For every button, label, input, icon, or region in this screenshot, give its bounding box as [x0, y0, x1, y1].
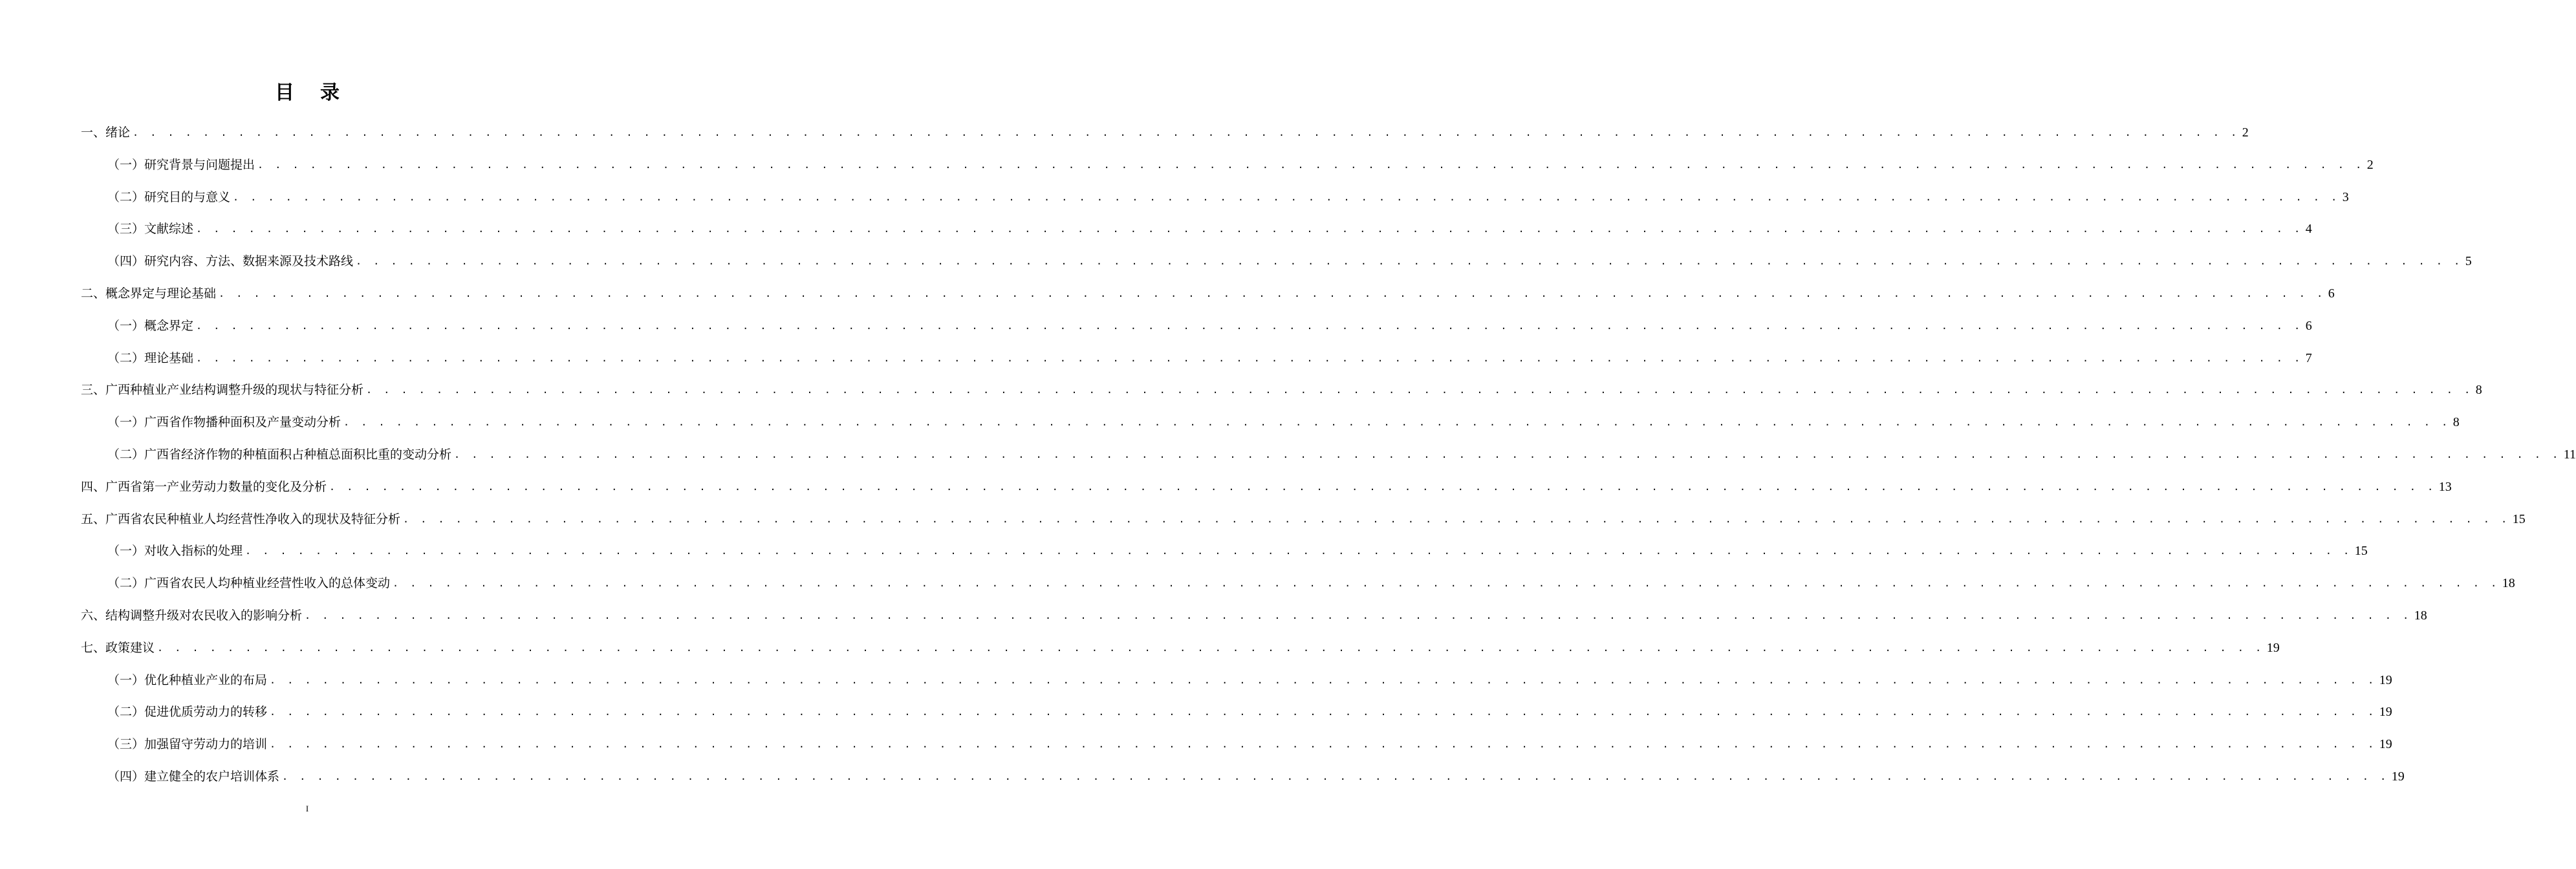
toc-leader-dots: . . . . . . . . . . . . . . . . . . . . . . . . . . . . . . . . . . . . . . . . . . . . . . . . . . . . . . . . . . . . . . . . . . . . . . . . . . . . . . . . . . . . . . . . . . . . . . . . . . . . . . . . . . . . . . . . . . . . . . . . [356, 255, 2463, 268]
toc-entry[interactable] [107, 252, 2472, 271]
toc-leader-dots: . . . . . . . . . . . . . . . . . . . . . . . . . . . . . . . . . . . . . . . . . . . . . . . . . . . . . . . . . . . . . . . . . . . . . . . . . . . . . . . . . . . . . . . . . . . . . . . . . . . . . . . . . . . . . . . . . . . . . . . . [282, 771, 2389, 782]
toc-entry[interactable] [107, 574, 2515, 593]
toc-entry-title: （二）研究目的与意义 [107, 189, 231, 204]
toc-entry-title: （三）文献综述 [107, 222, 194, 237]
toc-entry-title: （四）研究内容、方法、数据来源及技术路线 [107, 254, 354, 269]
toc-entry-page-number: 19 [2391, 769, 2405, 784]
toc-entry[interactable] [81, 284, 2335, 303]
toc-entry-title: 二、概念界定与理论基础 [81, 286, 217, 301]
toc-entry-title: 六、结构调整升级对农民收入的影响分析 [81, 608, 303, 623]
toc-entry-page-number: 2 [2242, 125, 2249, 140]
toc-leader-dots: . . . . . . . . . . . . . . . . . . . . . . . . . . . . . . . . . . . . . . . . . . . . . . . . . . . . . . . . . . . . . . . . . . . . . . . . . . . . . . . . . . . . . . . . . . . . . . . . . . . . . . . . . . . . . . . . . . . . . . . . [196, 319, 2303, 332]
toc-leader-dots: . . . . . . . . . . . . . . . . . . . . . . . . . . . . . . . . . . . . . . . . . . . . . . . . . . . . . . . . . . . . . . . . . . . . . . . . . . . . . . . . . . . . . . . . . . . . . . . . . . . . . . . . . . . . . . . . . . . . . . . . [245, 545, 2352, 557]
toc-leader-dots: . . . . . . . . . . . . . . . . . . . . . . . . . . . . . . . . . . . . . . . . . . . . . . . . . . . . . . . . . . . . . . . . . . . . . . . . . . . . . . . . . . . . . . . . . . . . . . . . . . . . . . . . . . . . . . . . . . . . . . . . [270, 674, 2377, 686]
toc-entry-title: （一）研究背景与问题提出 [107, 157, 255, 172]
toc-entry-page-number: 7 [2305, 350, 2312, 365]
toc-leader-dots: . . . . . . . . . . . . . . . . . . . . . . . . . . . . . . . . . . . . . . . . . . . . . . . . . . . . . . . . . . . . . . . . . . . . . . . . . . . . . . . . . . . . . . . . . . . . . . . . . . . . . . . . . . . . . . . . . . . . . . . . [219, 288, 2326, 299]
toc-leader-dots: . . . . . . . . . . . . . . . . . . . . . . . . . . . . . . . . . . . . . . . . . . . . . . . . . . . . . . . . . . . . . . . . . . . . . . . . . . . . . . . . . . . . . . . . . . . . . . . . . . . . . . . . . . . . . . . . . . . . . . . . [454, 449, 2561, 460]
toc-leader-dots: . . . . . . . . . . . . . . . . . . . . . . . . . . . . . . . . . . . . . . . . . . . . . . . . . . . . . . . . . . . . . . . . . . . . . . . . . . . . . . . . . . . . . . . . . . . . . . . . . . . . . . . . . . . . . . . . . . . . . . . . [196, 352, 2303, 364]
toc-entry-title: （三）加强留守劳动力的培训 [107, 737, 268, 752]
toc-leader-dots: . . . . . . . . . . . . . . . . . . . . . . . . . . . . . . . . . . . . . . . . . . . . . . . . . . . . . . . . . . . . . . . . . . . . . . . . . . . . . . . . . . . . . . . . . . . . . . . . . . . . . . . . . . . . . . . . . . . . . . . . [393, 577, 2500, 590]
toc-entry-page-number: 15 [2354, 544, 2368, 559]
toc-entry-page-number: 3 [2342, 189, 2349, 204]
toc-entry-page-number: 6 [2328, 286, 2335, 301]
toc-leader-dots: . . . . . . . . . . . . . . . . . . . . . . . . . . . . . . . . . . . . . . . . . . . . . . . . . . . . . . . . . . . . . . . . . . . . . . . . . . . . . . . . . . . . . . . . . . . . . . . . . . . . . . . . . . . . . . . . . . . . . . . . [270, 738, 2377, 751]
toc-entry-page-number: 18 [2414, 608, 2427, 623]
toc-entry-page-number: 8 [2475, 383, 2482, 398]
toc-title: 目录 [275, 81, 365, 104]
toc-entry[interactable] [81, 638, 2280, 658]
toc-entry[interactable] [107, 219, 2312, 239]
toc-entry-page-number: 15 [2512, 511, 2526, 526]
toc-entry[interactable] [107, 188, 2349, 207]
toc-leader-dots: . . . . . . . . . . . . . . . . . . . . . . . . . . . . . . . . . . . . . . . . . . . . . . . . . . . . . . . . . . . . . . . . . . . . . . . . . . . . . . . . . . . . . . . . . . . . . . . . . . . . . . . . . . . . . . . . . . . . . . . . [343, 416, 2451, 429]
toc-entry-page-number: 19 [2379, 705, 2392, 720]
toc-entry-page-number: 19 [2379, 737, 2392, 752]
toc-leader-dots: . . . . . . . . . . . . . . . . . . . . . . . . . . . . . . . . . . . . . . . . . . . . . . . . . . . . . . . . . . . . . . . . . . . . . . . . . . . . . . . . . . . . . . . . . . . . . . . . . . . . . . . . . . . . . . . . . . . . . . . . [133, 127, 2240, 138]
toc-entry-page-number: 19 [2266, 640, 2280, 655]
toc-leader-dots: . . . . . . . . . . . . . . . . . . . . . . . . . . . . . . . . . . . . . . . . . . . . . . . . . . . . . . . . . . . . . . . . . . . . . . . . . . . . . . . . . . . . . . . . . . . . . . . . . . . . . . . . . . . . . . . . . . . . . . . . [305, 610, 2412, 621]
toc-entry-page-number: 18 [2502, 576, 2515, 591]
toc-entry-page-number: 2 [2366, 157, 2374, 172]
toc-entry[interactable] [81, 380, 2482, 400]
page-number-footer: I [305, 804, 309, 813]
toc-leader-dots: . . . . . . . . . . . . . . . . . . . . . . . . . . . . . . . . . . . . . . . . . . . . . . . . . . . . . . . . . . . . . . . . . . . . . . . . . . . . . . . . . . . . . . . . . . . . . . . . . . . . . . . . . . . . . . . . . . . . . . . . [157, 641, 2264, 654]
toc-entry-title: （二）广西省经济作物的种植面积占种植总面积比重的变动分析 [107, 447, 452, 462]
toc-entry-page-number: 13 [2438, 479, 2452, 494]
toc-entry[interactable] [107, 445, 2576, 464]
toc-leader-dots: . . . . . . . . . . . . . . . . . . . . . . . . . . . . . . . . . . . . . . . . . . . . . . . . . . . . . . . . . . . . . . . . . . . . . . . . . . . . . . . . . . . . . . . . . . . . . . . . . . . . . . . . . . . . . . . . . . . . . . . . [329, 480, 2436, 493]
toc-entry[interactable] [81, 477, 2452, 497]
toc-leader-dots: . . . . . . . . . . . . . . . . . . . . . . . . . . . . . . . . . . . . . . . . . . . . . . . . . . . . . . . . . . . . . . . . . . . . . . . . . . . . . . . . . . . . . . . . . . . . . . . . . . . . . . . . . . . . . . . . . . . . . . . . [366, 384, 2473, 396]
toc-entry-title: 一、绪论 [81, 125, 131, 140]
toc-entry[interactable] [81, 606, 2427, 625]
toc-entry[interactable] [81, 123, 2249, 142]
toc-entry[interactable] [107, 316, 2312, 336]
toc-leader-dots: . . . . . . . . . . . . . . . . . . . . . . . . . . . . . . . . . . . . . . . . . . . . . . . . . . . . . . . . . . . . . . . . . . . . . . . . . . . . . . . . . . . . . . . . . . . . . . . . . . . . . . . . . . . . . . . . . . . . . . . . [403, 513, 2510, 525]
toc-entry-page-number: 8 [2452, 415, 2460, 430]
toc-entry-title: 五、广西省农民种植业人均经营性净收入的现状及特征分析 [81, 511, 401, 526]
toc-entry[interactable] [107, 155, 2374, 175]
toc-leader-dots: . . . . . . . . . . . . . . . . . . . . . . . . . . . . . . . . . . . . . . . . . . . . . . . . . . . . . . . . . . . . . . . . . . . . . . . . . . . . . . . . . . . . . . . . . . . . . . . . . . . . . . . . . . . . . . . . . . . . . . . . [233, 191, 2340, 203]
toc-leader-dots: . . . . . . . . . . . . . . . . . . . . . . . . . . . . . . . . . . . . . . . . . . . . . . . . . . . . . . . . . . . . . . . . . . . . . . . . . . . . . . . . . . . . . . . . . . . . . . . . . . . . . . . . . . . . . . . . . . . . . . . . [257, 158, 2365, 171]
toc-entry-title: （一）概念界定 [107, 318, 194, 333]
toc-entry[interactable] [81, 510, 2526, 529]
toc-entry[interactable] [107, 413, 2460, 432]
toc-entry-title: （四）建立健全的农户培训体系 [107, 769, 280, 784]
toc-entry-page-number: 5 [2465, 254, 2472, 269]
toc-entry-title: 三、广西种植业产业结构调整升级的现状与特征分析 [81, 383, 364, 398]
toc-entry-title: （二）促进优质劳动力的转移 [107, 705, 268, 720]
toc-entry-title: （一）广西省作物播种面积及产量变动分析 [107, 415, 341, 430]
toc-entry-title: （二）广西省农民人均种植业经营性收入的总体变动 [107, 576, 391, 591]
toc-entry[interactable] [107, 702, 2392, 722]
toc-entry-page-number: 4 [2305, 222, 2312, 237]
toc-entry[interactable] [107, 735, 2392, 754]
toc-entry-title: （二）理论基础 [107, 350, 194, 365]
toc-leader-dots: . . . . . . . . . . . . . . . . . . . . . . . . . . . . . . . . . . . . . . . . . . . . . . . . . . . . . . . . . . . . . . . . . . . . . . . . . . . . . . . . . . . . . . . . . . . . . . . . . . . . . . . . . . . . . . . . . . . . . . . . [196, 223, 2303, 235]
toc-entry-page-number: 6 [2305, 318, 2312, 333]
toc-entry-page-number: 11 [2563, 447, 2576, 462]
toc-entry-title: 四、广西省第一产业劳动力数量的变化及分析 [81, 479, 327, 494]
toc-entry[interactable] [107, 541, 2368, 561]
toc-entry[interactable] [107, 349, 2312, 368]
toc-entry-page-number: 19 [2379, 672, 2392, 687]
toc-entry[interactable] [107, 767, 2405, 786]
toc-entry-title: （一）对收入指标的处理 [107, 544, 243, 559]
toc-entry[interactable] [107, 671, 2392, 690]
toc-entry-title: （一）优化种植业产业的布局 [107, 672, 268, 687]
toc-entry-title: 七、政策建议 [81, 640, 155, 655]
toc-leader-dots: . . . . . . . . . . . . . . . . . . . . . . . . . . . . . . . . . . . . . . . . . . . . . . . . . . . . . . . . . . . . . . . . . . . . . . . . . . . . . . . . . . . . . . . . . . . . . . . . . . . . . . . . . . . . . . . . . . . . . . . . [270, 706, 2377, 718]
